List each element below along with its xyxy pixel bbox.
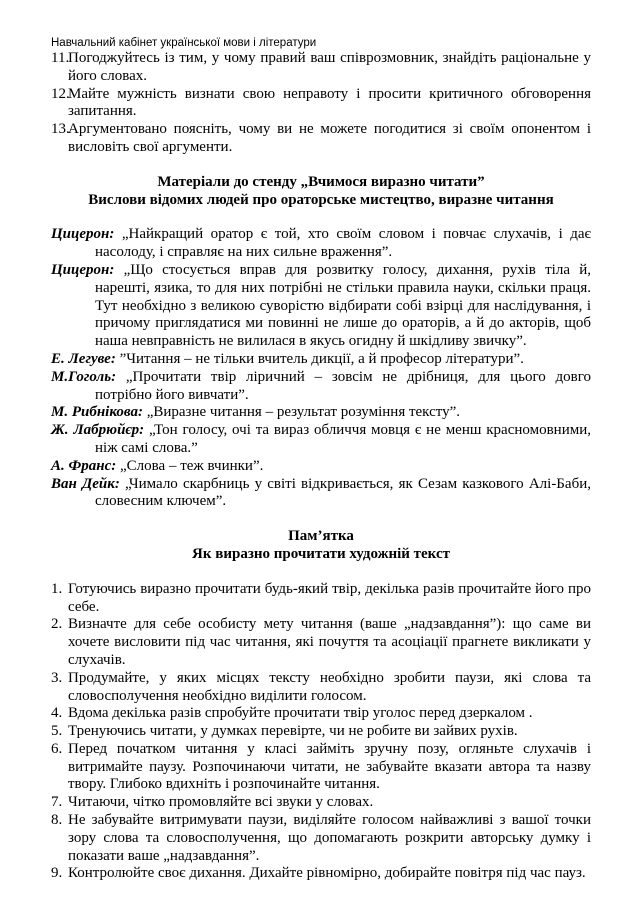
quote-author: А. Франс: xyxy=(51,457,117,474)
tip-text: Продумайте, у яких місцях тексту необхідно зробити паузи, які слова та словосполучення необхідно виділити голосом. xyxy=(68,669,591,704)
quote-text: „Виразне читання – результат розуміння тексту”. xyxy=(142,404,461,421)
quote-text: ”Читання – не тільки вчитель дикції, а й професор літератури”. xyxy=(115,350,524,367)
tip-text: Не забувайте витримувати паузи, виділяйте голосом найважливі з вашої точки зору слова та словосполучення, що допомагають розкрити авторську думку і показати ваше „надзавдання”. xyxy=(68,812,591,864)
tip-text: Вдома декілька разів спробуйте прочитати твір уголос перед дзеркалом . xyxy=(68,705,533,722)
page-header: Навчальний кабінет української мови і літератури xyxy=(51,37,317,49)
tip-number: 2. xyxy=(51,616,63,633)
memo-subtitle: Як виразно прочитати художній текст xyxy=(192,545,450,562)
section-title: Матеріали до стенду „Вчимося виразно читати” xyxy=(157,173,485,190)
item-text: Майте мужність визнати свою неправоту і просити критичного обговорення запитання. xyxy=(68,85,591,120)
tip-item xyxy=(51,812,591,865)
quote-item xyxy=(51,422,591,458)
quote-text: „Прочитати твір ліричний – зовсім не дрібниця, для цього довго потрібно його вивчати”. xyxy=(95,368,591,403)
tip-number: 4. xyxy=(51,705,63,722)
item-text: Погоджуйтесь із тим, у чому правий ваш співрозмовник, знайдіть раціональне у його словах. xyxy=(68,50,591,84)
quote-text: „Що стосується вправ для розвитку голосу, дихання, рухів тіла й, нарешті, язика, то для них потрібні не стільки правила науки, скільки праця. Тут необхідно з великою суворістю відбирати собі взірці для наслідування, і причому приглядатися ми повинні не лише до ораторів, а й до акторів, щоб наша невправність не вилилася в якусь огидну й шкідливу звичку”. xyxy=(95,261,591,350)
tip-number: 5. xyxy=(51,723,63,740)
tip-item xyxy=(51,865,591,883)
quote-text: „Тон голосу, очі та вираз обличчя мовця є не менш красномовними, ніж самі слова.” xyxy=(95,422,591,456)
quote-author: Цицерон: xyxy=(51,226,115,243)
intro-item xyxy=(51,121,591,157)
tip-text: Готуючись виразно прочитати будь-який твір, декілька разів прочитайте його про себе. xyxy=(68,580,591,615)
quote-text: „Слова – теж вчинки”. xyxy=(116,457,264,474)
tip-number: 6. xyxy=(51,740,63,757)
tip-item xyxy=(51,705,591,723)
tip-text: Тренуючись читати, у думках перевірте, чи не робите ви зайвих рухів. xyxy=(68,723,518,740)
item-text: Аргументовано поясніть, чому ви не можете погодитися зі своїм опонентом і висловіть свої аргументи. xyxy=(68,121,591,155)
memo-title: Пам’ятка xyxy=(288,528,354,545)
document-body xyxy=(51,50,591,883)
quote-author: Ван Дейк: xyxy=(51,475,120,492)
tip-item xyxy=(51,670,591,706)
quote-item xyxy=(51,262,591,351)
tip-item xyxy=(51,616,591,669)
item-number: 12. xyxy=(51,85,70,102)
quote-item xyxy=(51,458,591,476)
quote-author: Е. Легуве: xyxy=(51,350,116,367)
quote-author: Ж. Лабрюйєр: xyxy=(51,422,145,439)
tip-item xyxy=(51,581,591,617)
quote-item xyxy=(51,404,591,422)
tip-number: 3. xyxy=(51,669,63,686)
quote-author: М. Рибнікова: xyxy=(51,404,143,421)
quote-text: „Найкращий оратор є той, хто своїм словом і повчає слухачів, і дає насолоду, і справляє на них сильне враження”. xyxy=(95,226,591,261)
quote-text: „Чимало скарбниць у світі відкривається, як Сезам казкового Алі-Баби, словесним ключем”. xyxy=(95,475,591,510)
quotes-list xyxy=(51,226,591,511)
quote-author: Цицерон: xyxy=(51,261,115,278)
quote-author: М.Гоголь: xyxy=(51,368,117,385)
tip-item xyxy=(51,794,591,812)
tips-list xyxy=(51,581,591,884)
quote-item xyxy=(51,351,591,369)
tip-text: Перед початком читання у класі займіть зручну позу, огляньте слухачів і витримайте паузу. Розпочинаючи читати, не забувайте вказати автора та назву твору. Глибоко вдихніть і розпочинайте читання. xyxy=(68,740,591,793)
tip-number: 1. xyxy=(51,580,63,597)
tip-number: 7. xyxy=(51,794,63,811)
item-number: 11. xyxy=(51,50,70,66)
quote-item xyxy=(51,226,591,262)
tip-text: Читаючи, чітко промовляйте всі звуки у словах. xyxy=(68,794,374,811)
section-subtitle: Вислови відомих людей про ораторське мистецтво, виразне читання xyxy=(88,191,554,208)
quote-item xyxy=(51,369,591,405)
item-number: 13. xyxy=(51,121,70,138)
tip-item xyxy=(51,723,591,741)
tip-number: 9. xyxy=(51,865,63,882)
tip-number: 8. xyxy=(51,812,63,829)
quote-item xyxy=(51,476,591,512)
tip-item xyxy=(51,741,591,794)
intro-item xyxy=(51,50,591,86)
intro-item xyxy=(51,86,591,122)
intro-list xyxy=(51,50,591,157)
tip-text: Визначте для себе особисту мету читання (ваше „надзавдання”): що саме ви хочете висловити під час читання, які почуття та асоціації прагнете викликати у слухачів. xyxy=(68,616,591,668)
tip-text: Контролюйте своє дихання. Дихайте рівномірно, добирайте повітря під час пауз. xyxy=(68,865,586,882)
